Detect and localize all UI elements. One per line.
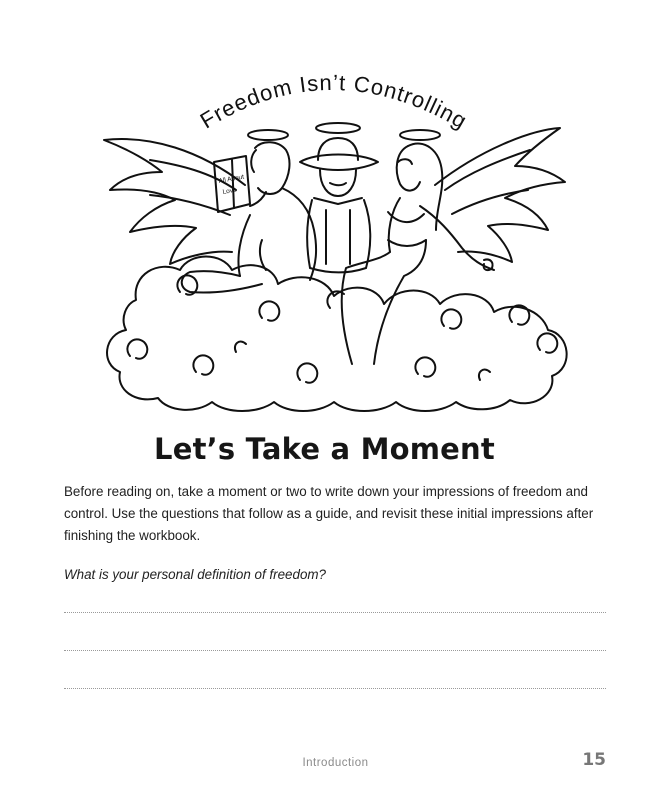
woman-angel-figure [342, 144, 494, 364]
arched-title: Freedom Isn’t Controlling [195, 69, 472, 134]
page-number: 15 [582, 750, 606, 770]
section-heading: Let’s Take a Moment [154, 432, 495, 466]
right-wing [435, 128, 565, 262]
book-cover-line2: Love [222, 186, 238, 196]
answer-line[interactable] [64, 650, 606, 651]
book-cover-line1: All About [218, 173, 245, 185]
halo-left [248, 130, 288, 140]
intro-paragraph: Before reading on, take a moment or two to write down your impressions of freedom and control. Use the questions that follow as a guide, and revisit these initial impressions after finishing the workbook. [64, 484, 594, 543]
halo-middle [316, 123, 360, 133]
reading-angel-figure [182, 142, 316, 292]
halo-right [400, 130, 440, 140]
question-prompt: What is your personal definition of freedom? [64, 567, 327, 582]
answer-line[interactable] [64, 612, 606, 613]
left-wing [104, 139, 245, 264]
cloud [107, 257, 567, 412]
footer-section-label: Introduction [302, 757, 369, 769]
answer-line[interactable] [64, 688, 606, 689]
cowboy-angel-figure [300, 138, 378, 273]
